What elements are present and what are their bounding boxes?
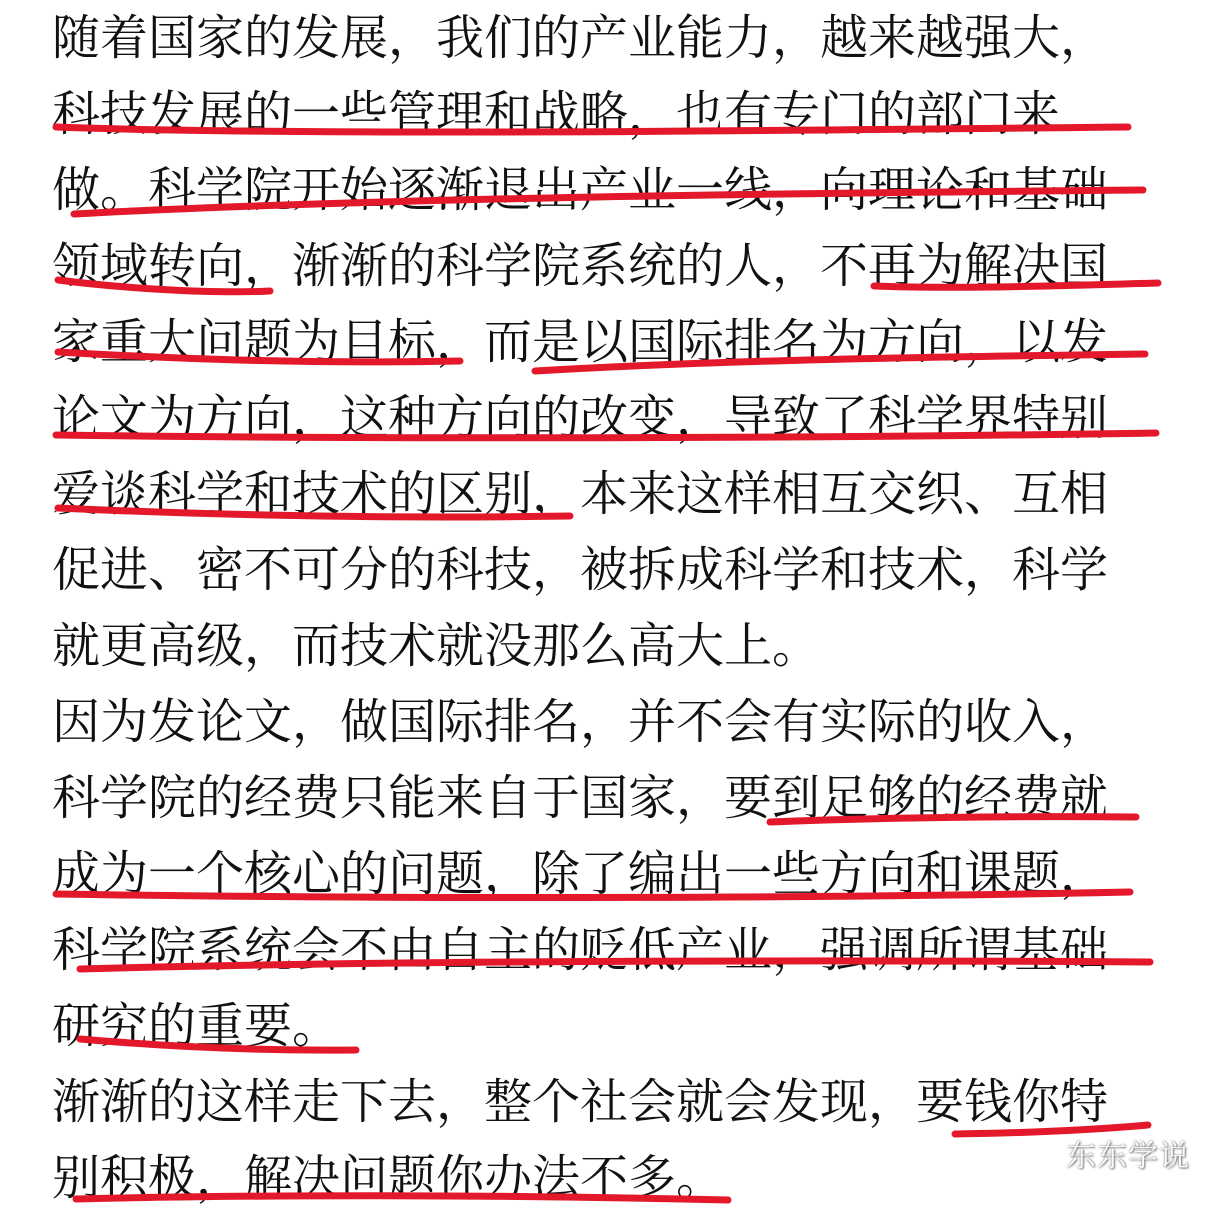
paragraph-line: 做。科学院开始逐渐退出产业一线，向理论和基础 (52, 162, 1109, 218)
paragraph-line: 因为发论文，做国际排名，并不会有实际的收入， (52, 694, 1109, 750)
paragraph-line: 就更高级，而技术就没那么高大上。 (52, 618, 821, 674)
paragraph-line: 促进、密不可分的科技，被拆成科学和技术，科学 (52, 542, 1109, 598)
paragraph-line: 科学院系统会不由自主的贬低产业，强调所谓基础 (52, 922, 1109, 978)
paragraph-line: 论文为方向，这种方向的改变，导致了科学界特别 (52, 390, 1109, 446)
paragraph-line: 别积极，解决问题你办法不多。 (52, 1150, 725, 1206)
paragraph-line: 领域转向，渐渐的科学院系统的人，不再为解决国 (52, 238, 1109, 294)
paragraph-line: 成为一个核心的问题，除了编出一些方向和课题， (52, 846, 1109, 902)
paragraph-line: 随着国家的发展，我们的产业能力，越来越强大， (52, 10, 1109, 66)
paragraph-line: 科学院的经费只能来自于国家，要到足够的经费就 (52, 770, 1109, 826)
paragraph-line: 研究的重要。 (52, 998, 341, 1054)
paragraph-line: 家重大问题为目标，而是以国际排名为方向，以发 (52, 314, 1109, 370)
watermark-text: 东东学说 (1066, 1139, 1190, 1174)
paragraph-line: 爱谈科学和技术的区别，本来这样相互交织、互相 (52, 466, 1109, 522)
paragraph-line: 科技发展的一些管理和战略，也有专门的部门来 (52, 86, 1061, 142)
paragraph-line: 渐渐的这样走下去，整个社会就会发现，要钱你特 (52, 1074, 1109, 1130)
